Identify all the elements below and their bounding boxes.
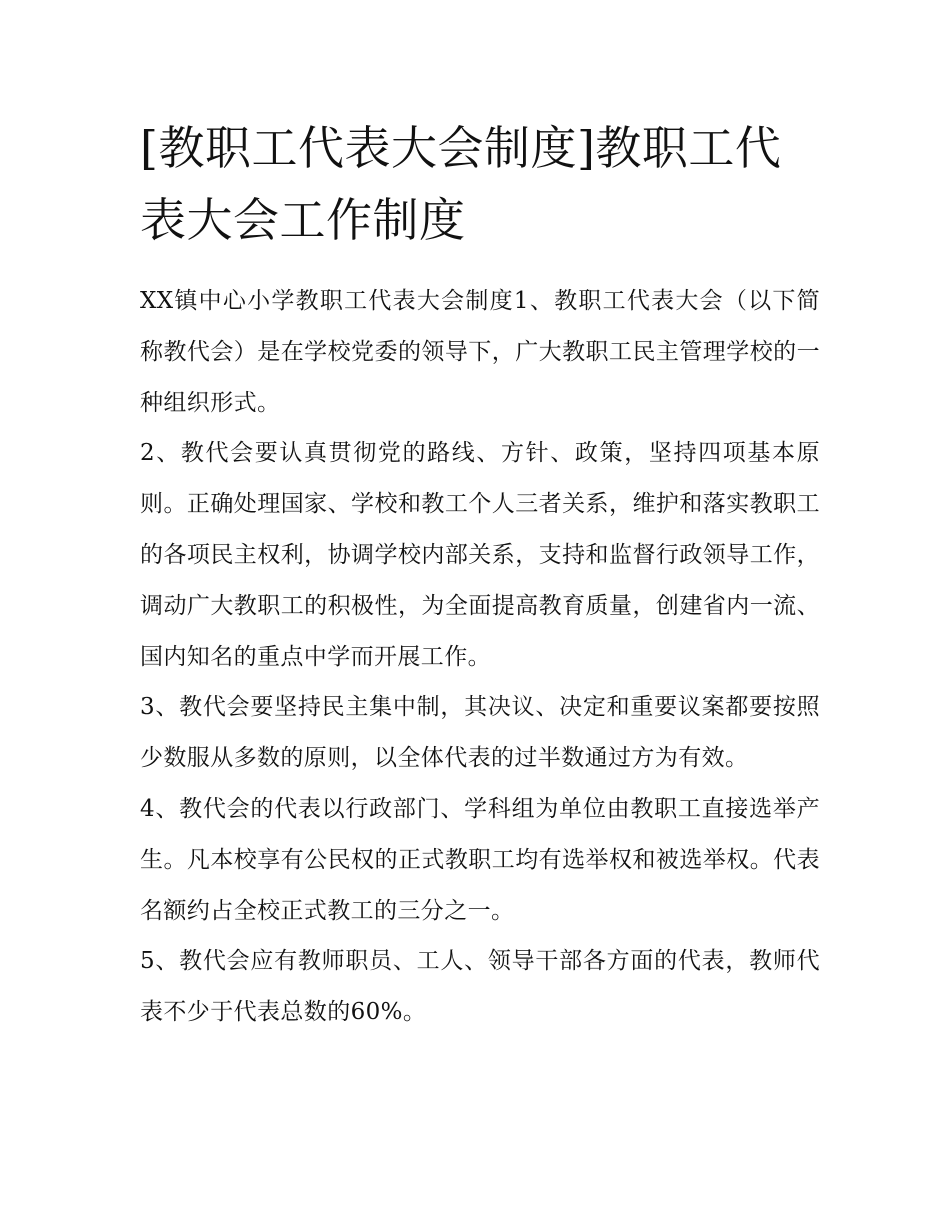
document-body bbox=[140, 112, 820, 1038]
paragraph-5: 5、教代会应有教师职员、工人、领导干部各方面的代表，教师代表不少于代表总数的60%。 bbox=[140, 948, 820, 1026]
document-title: [教职工代表大会制度]教职工代表大会工作制度 bbox=[140, 121, 782, 247]
paragraph-3: 3、教代会要坚持民主集中制，其决议、决定和重要议案都要按照少数服从多数的原则，以全体代表的过半数通过方为有效。 bbox=[140, 694, 820, 772]
paragraph-4: 4、教代会的代表以行政部门、学科组为单位由教职工直接选举产生。凡本校享有公民权的正式教职工均有选举权和被选举权。代表名额约占全校正式教工的三分之一。 bbox=[140, 795, 820, 924]
paragraph-2: 2、教代会要认真贯彻党的路线、方针、政策，坚持四项基本原则。正确处理国家、学校和教工个人三者关系，维护和落实教职工的各项民主权利，协调学校内部关系，支持和监督行政领导工作，调动广大教职工的积极性，为全面提高教育质量，创建省内一流、国内知名的重点中学而开展工作。 bbox=[140, 440, 820, 670]
paragraph-1: XX镇中心小学教职工代表大会制度1、教职工代表大会（以下简称教代会）是在学校党委的领导下，广大教职工民主管理学校的一种组织形式。 bbox=[140, 288, 820, 416]
